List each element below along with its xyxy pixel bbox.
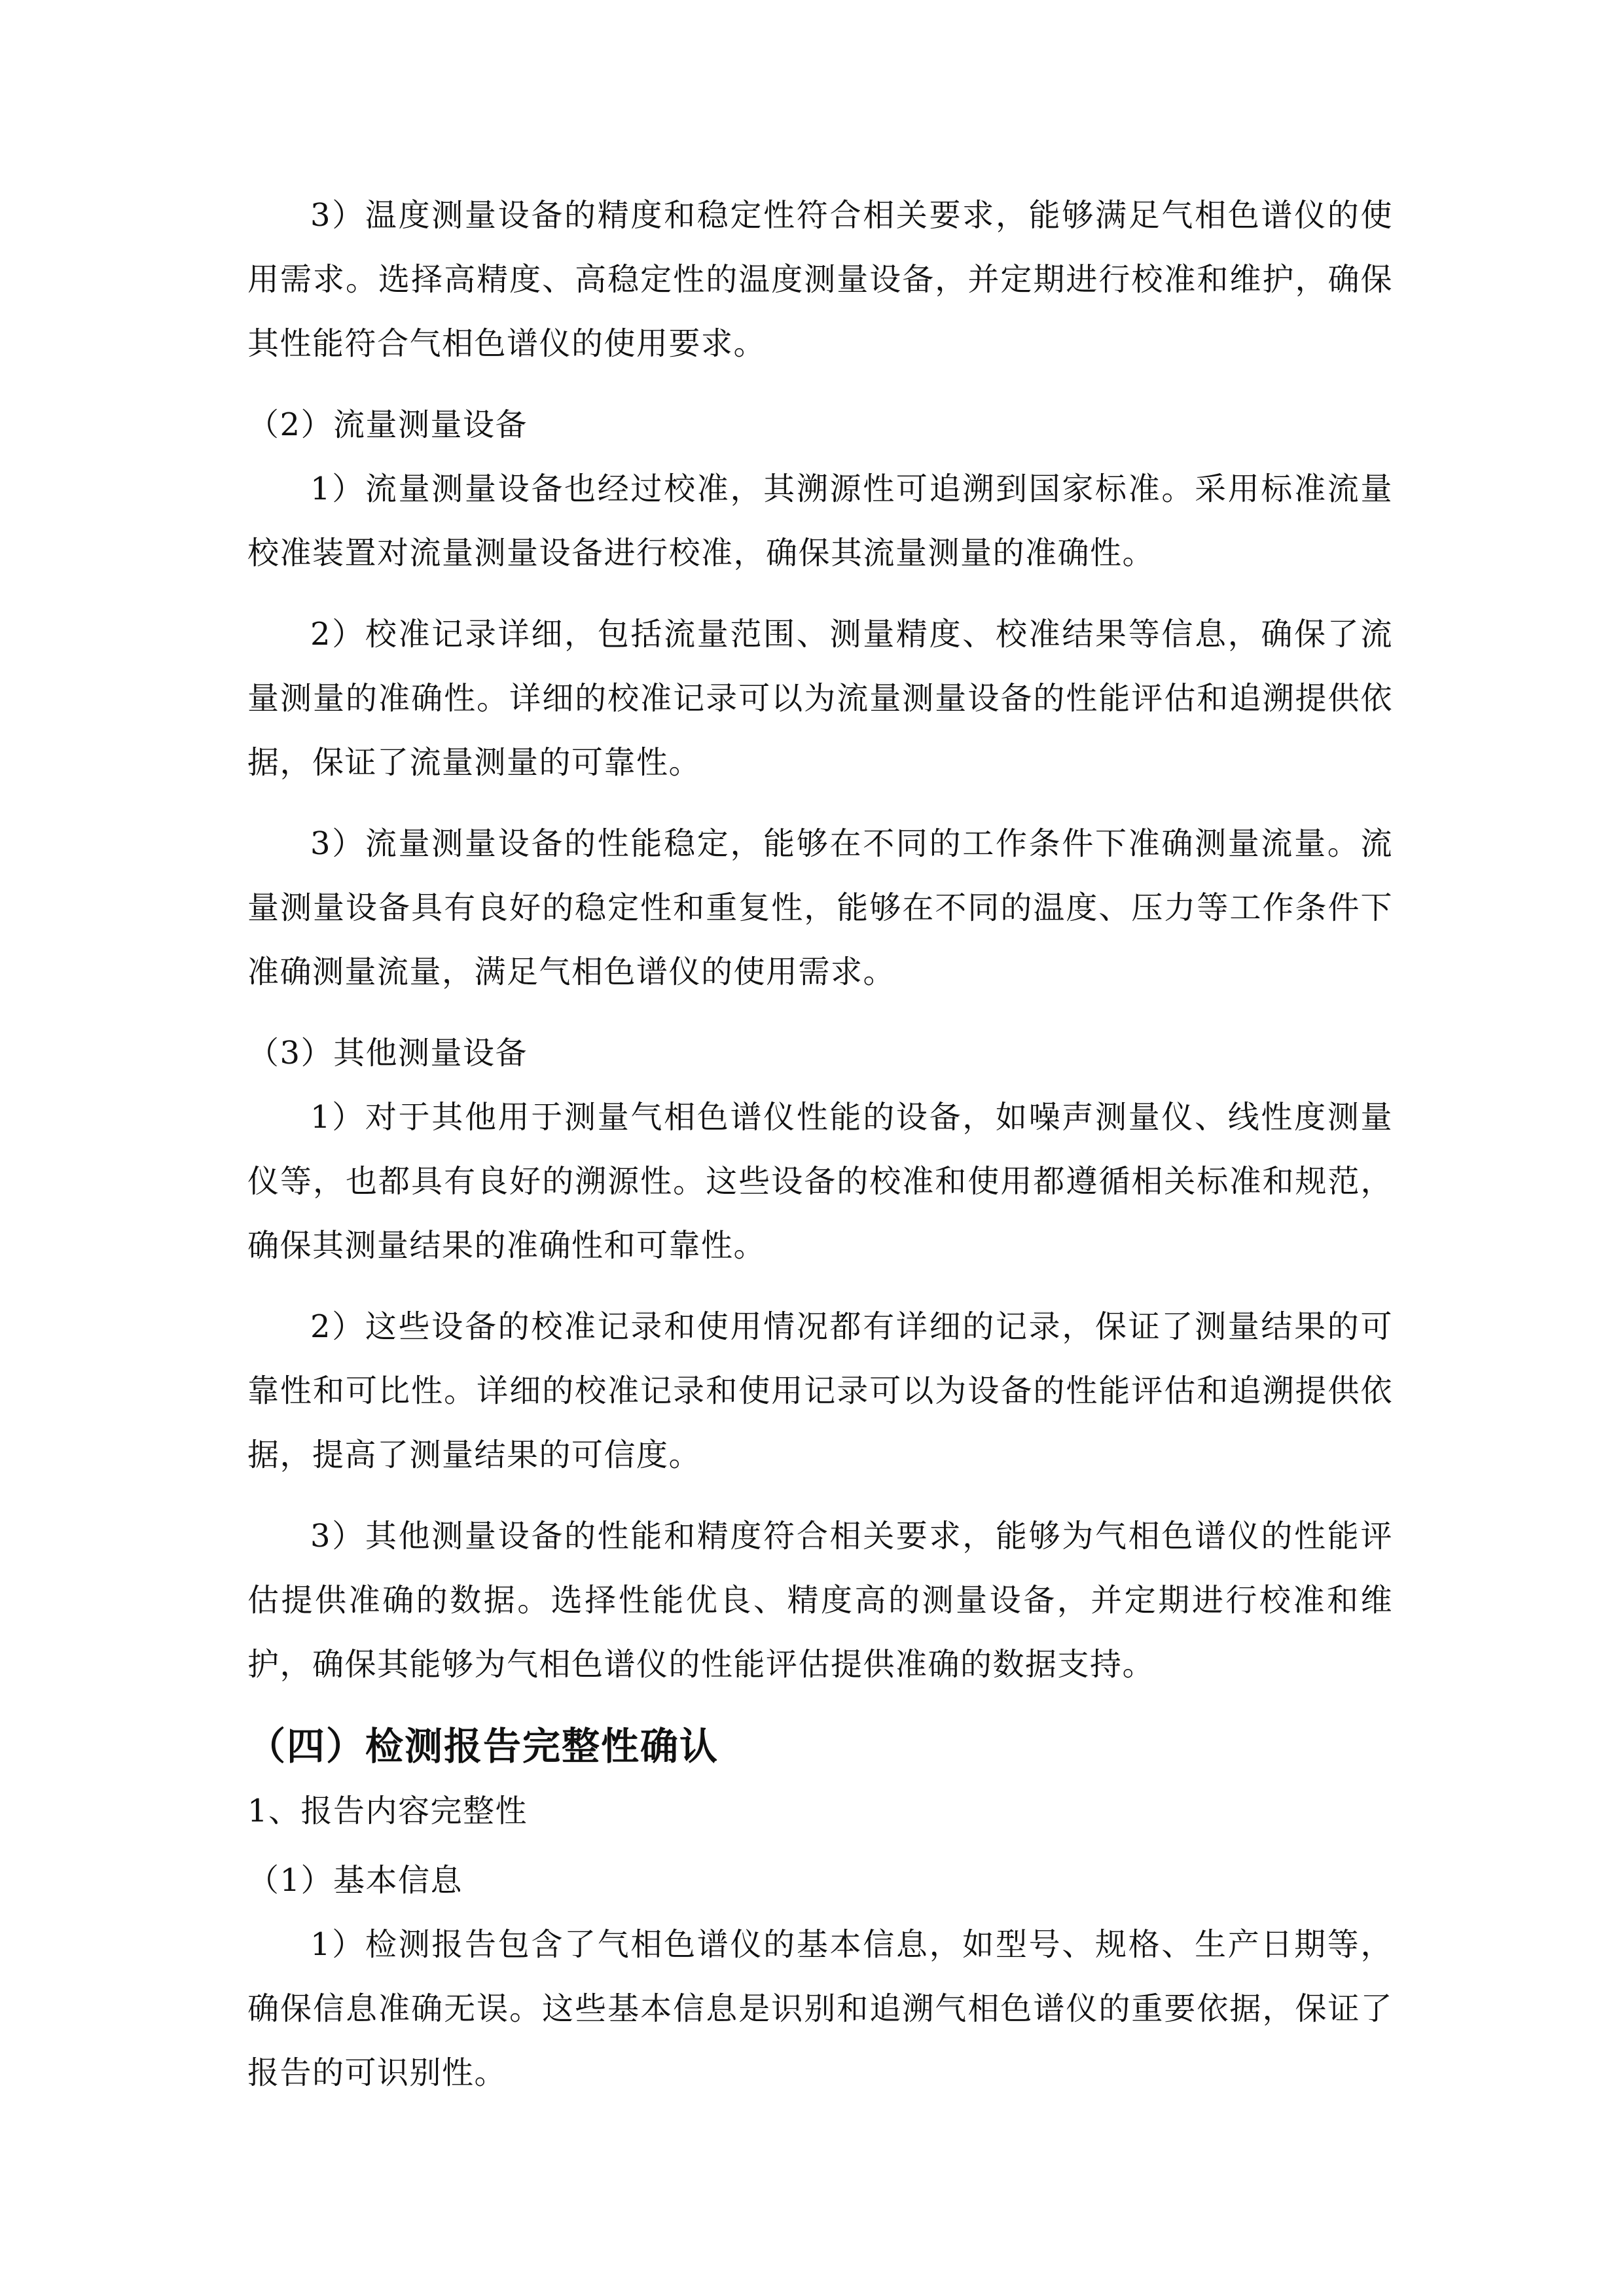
paragraph: 1）检测报告包含了气相色谱仪的基本信息，如型号、规格、生产日期等，确保信息准确无误。这些基本信息是识别和追溯气相色谱仪的重要依据，保证了报告的可识别性。 — [247, 1926, 1393, 2091]
subheading: （1）基本信息 — [247, 1862, 463, 1899]
paragraph: 1）流量测量设备也经过校准，其溯源性可追溯到国家标准。采用标准流量校准装置对流量测量设备进行校准，确保其流量测量的准确性。 — [247, 471, 1393, 571]
document-page — [247, 183, 1393, 2122]
item-heading: 1、报告内容完整性 — [247, 1793, 528, 1829]
paragraph: 2）这些设备的校准记录和使用情况都有详细的记录，保证了测量结果的可靠性和可比性。详细的校准记录和使用记录可以为设备的性能评估和追溯提供依据，提高了测量结果的可信度。 — [247, 1308, 1393, 1473]
paragraph: 1）对于其他用于测量气相色谱仪性能的设备，如噪声测量仪、线性度测量仪等，也都具有良好的溯源性。这些设备的校准和使用都遵循相关标准和规范，确保其测量结果的准确性和可靠性。 — [247, 1099, 1393, 1264]
paragraph: 3）其他测量设备的性能和精度符合相关要求，能够为气相色谱仪的性能评估提供准确的数据。选择性能优良、精度高的测量设备，并定期进行校准和维护，确保其能够为气相色谱仪的性能评估提供准确的数据支持。 — [247, 1518, 1393, 1683]
subheading: （3）其他测量设备 — [247, 1035, 528, 1071]
subheading: （2）流量测量设备 — [247, 406, 528, 443]
paragraph: 2）校准记录详细，包括流量范围、测量精度、校准结果等信息，确保了流量测量的准确性。详细的校准记录可以为流量测量设备的性能评估和追溯提供依据，保证了流量测量的可靠性。 — [247, 616, 1393, 781]
paragraph: 3）流量测量设备的性能稳定，能够在不同的工作条件下准确测量流量。流量测量设备具有良好的稳定性和重复性，能够在不同的温度、压力等工作条件下准确测量流量，满足气相色谱仪的使用需求。 — [247, 825, 1393, 990]
section-heading: （四）检测报告完整性确认 — [247, 1724, 719, 1768]
paragraph: 3）温度测量设备的精度和稳定性符合相关要求，能够满足气相色谱仪的使用需求。选择高精度、高稳定性的温度测量设备，并定期进行校准和维护，确保其性能符合气相色谱仪的使用要求。 — [247, 197, 1393, 362]
